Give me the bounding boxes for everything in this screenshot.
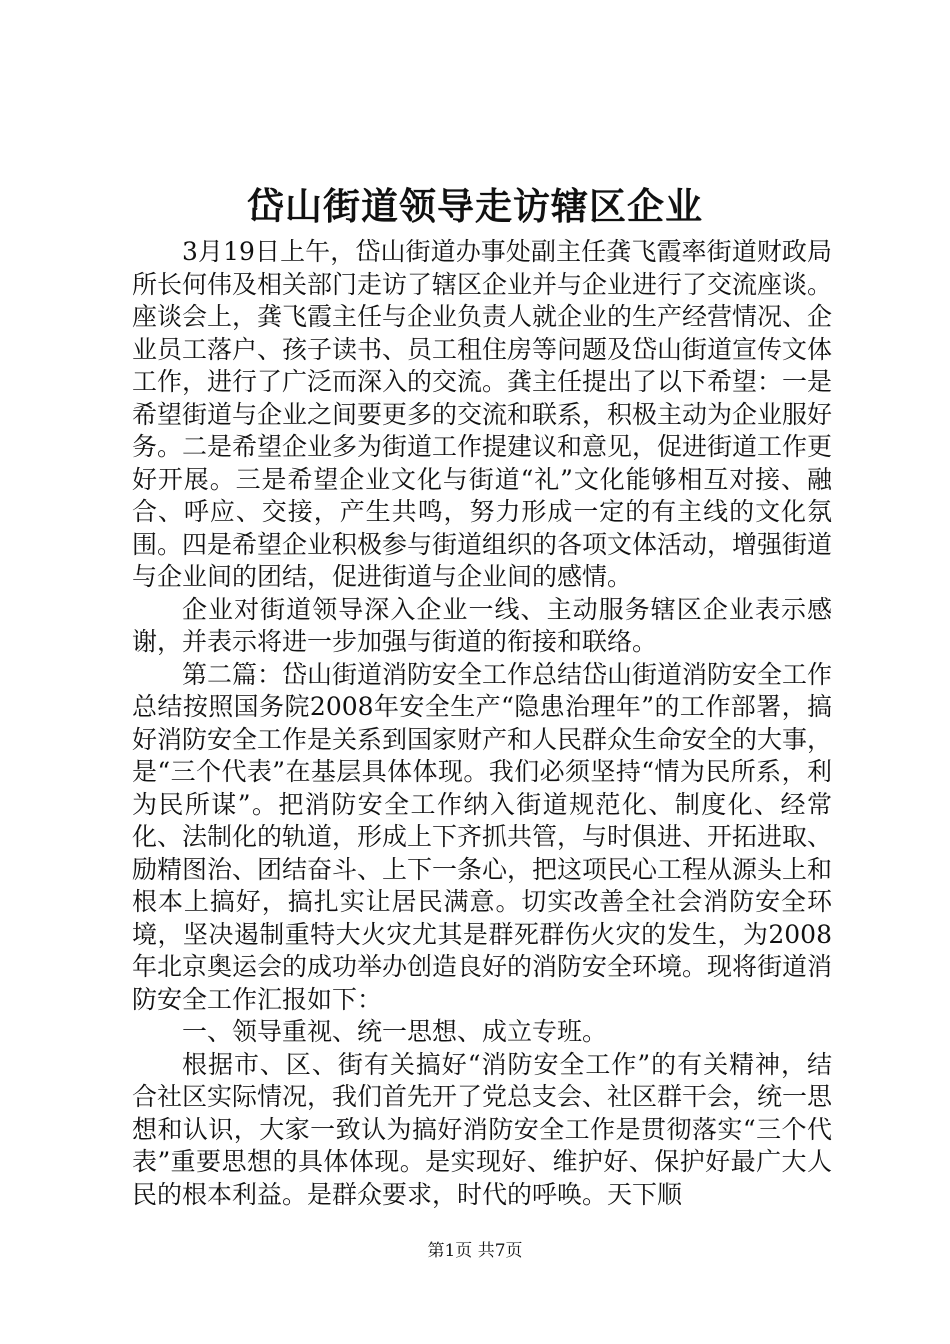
paragraph-3: 第二篇：岱山街道消防安全工作总结岱山街道消防安全工作总结按照国务院2008年安全生产“隐患治理年”的工作部署，搞好消防安全工作是关系到国家财产和人民群众生命安全的大事，是“三个代表”在基层具体体现。我们必须坚持“情为民所系，利为民所谋”。把消防安全工作纳入街道规范化、制度化、经常化、法制化的轨道，形成上下齐抓共管，与时俱进、开拓进取、励精图治、团结奋斗、上下一条心，把这项民心工程从源头上和根本上搞好，搞扎实让居民满意。切实改善全社会消防安全环境，坚决遏制重特大火灾尤其是群死群伤火灾的发生，为2008年北京奥运会的成功举办创造良好的消防安全环境。现将街道消防安全工作汇报如下： (132, 659, 833, 1014)
paragraph-1: 3月19日上午，岱山街道办事处副主任龚飞霞率街道财政局所长何伟及相关部门走访了辖区企业并与企业进行了交流座谈。座谈会上，龚飞霞主任与企业负责人就企业的生产经营情况、企业员工落户、孩子读书、员工租住房等问题及岱山街道宣传文体工作，进行了广泛而深入的交流。龚主任提出了以下希望：一是希望街道与企业之间要更多的交流和联系，积极主动为企业服好务。二是希望企业多为街道工作提建议和意见，促进街道工作更好开展。三是希望企业文化与街道“礼”文化能够相互对接、融合、呼应、交接，产生共鸣，努力形成一定的有主线的文化氛围。四是希望企业积极参与街道组织的各项文体活动，增强街道与企业间的团结，促进街道与企业间的感情。 (132, 237, 833, 591)
document-title: 岱山街道领导走访辖区企业 (247, 184, 703, 228)
paragraph-2: 企业对街道领导深入企业一线、主动服务辖区企业表示感谢，并表示将进一步加强与街道的衔接和联络。 (132, 594, 832, 656)
paragraph-4: 根据市、区、街有关搞好“消防安全工作”的有关精神，结合社区实际情况，我们首先开了党总支会、社区群干会，统一思想和认识，大家一致认为搞好消防安全工作是贯彻落实“三个代表”重要思想的具体体现。是实现好、维护好、保护好最广大人民的根本利益。是群众要求，时代的呼唤。天下顺 (132, 1049, 833, 1209)
section-heading-1: 一、领导重视、统一思想、成立专班。 (182, 1017, 608, 1046)
document-body (132, 236, 832, 1211)
page-footer: 第1页 共7页 (427, 1241, 523, 1261)
